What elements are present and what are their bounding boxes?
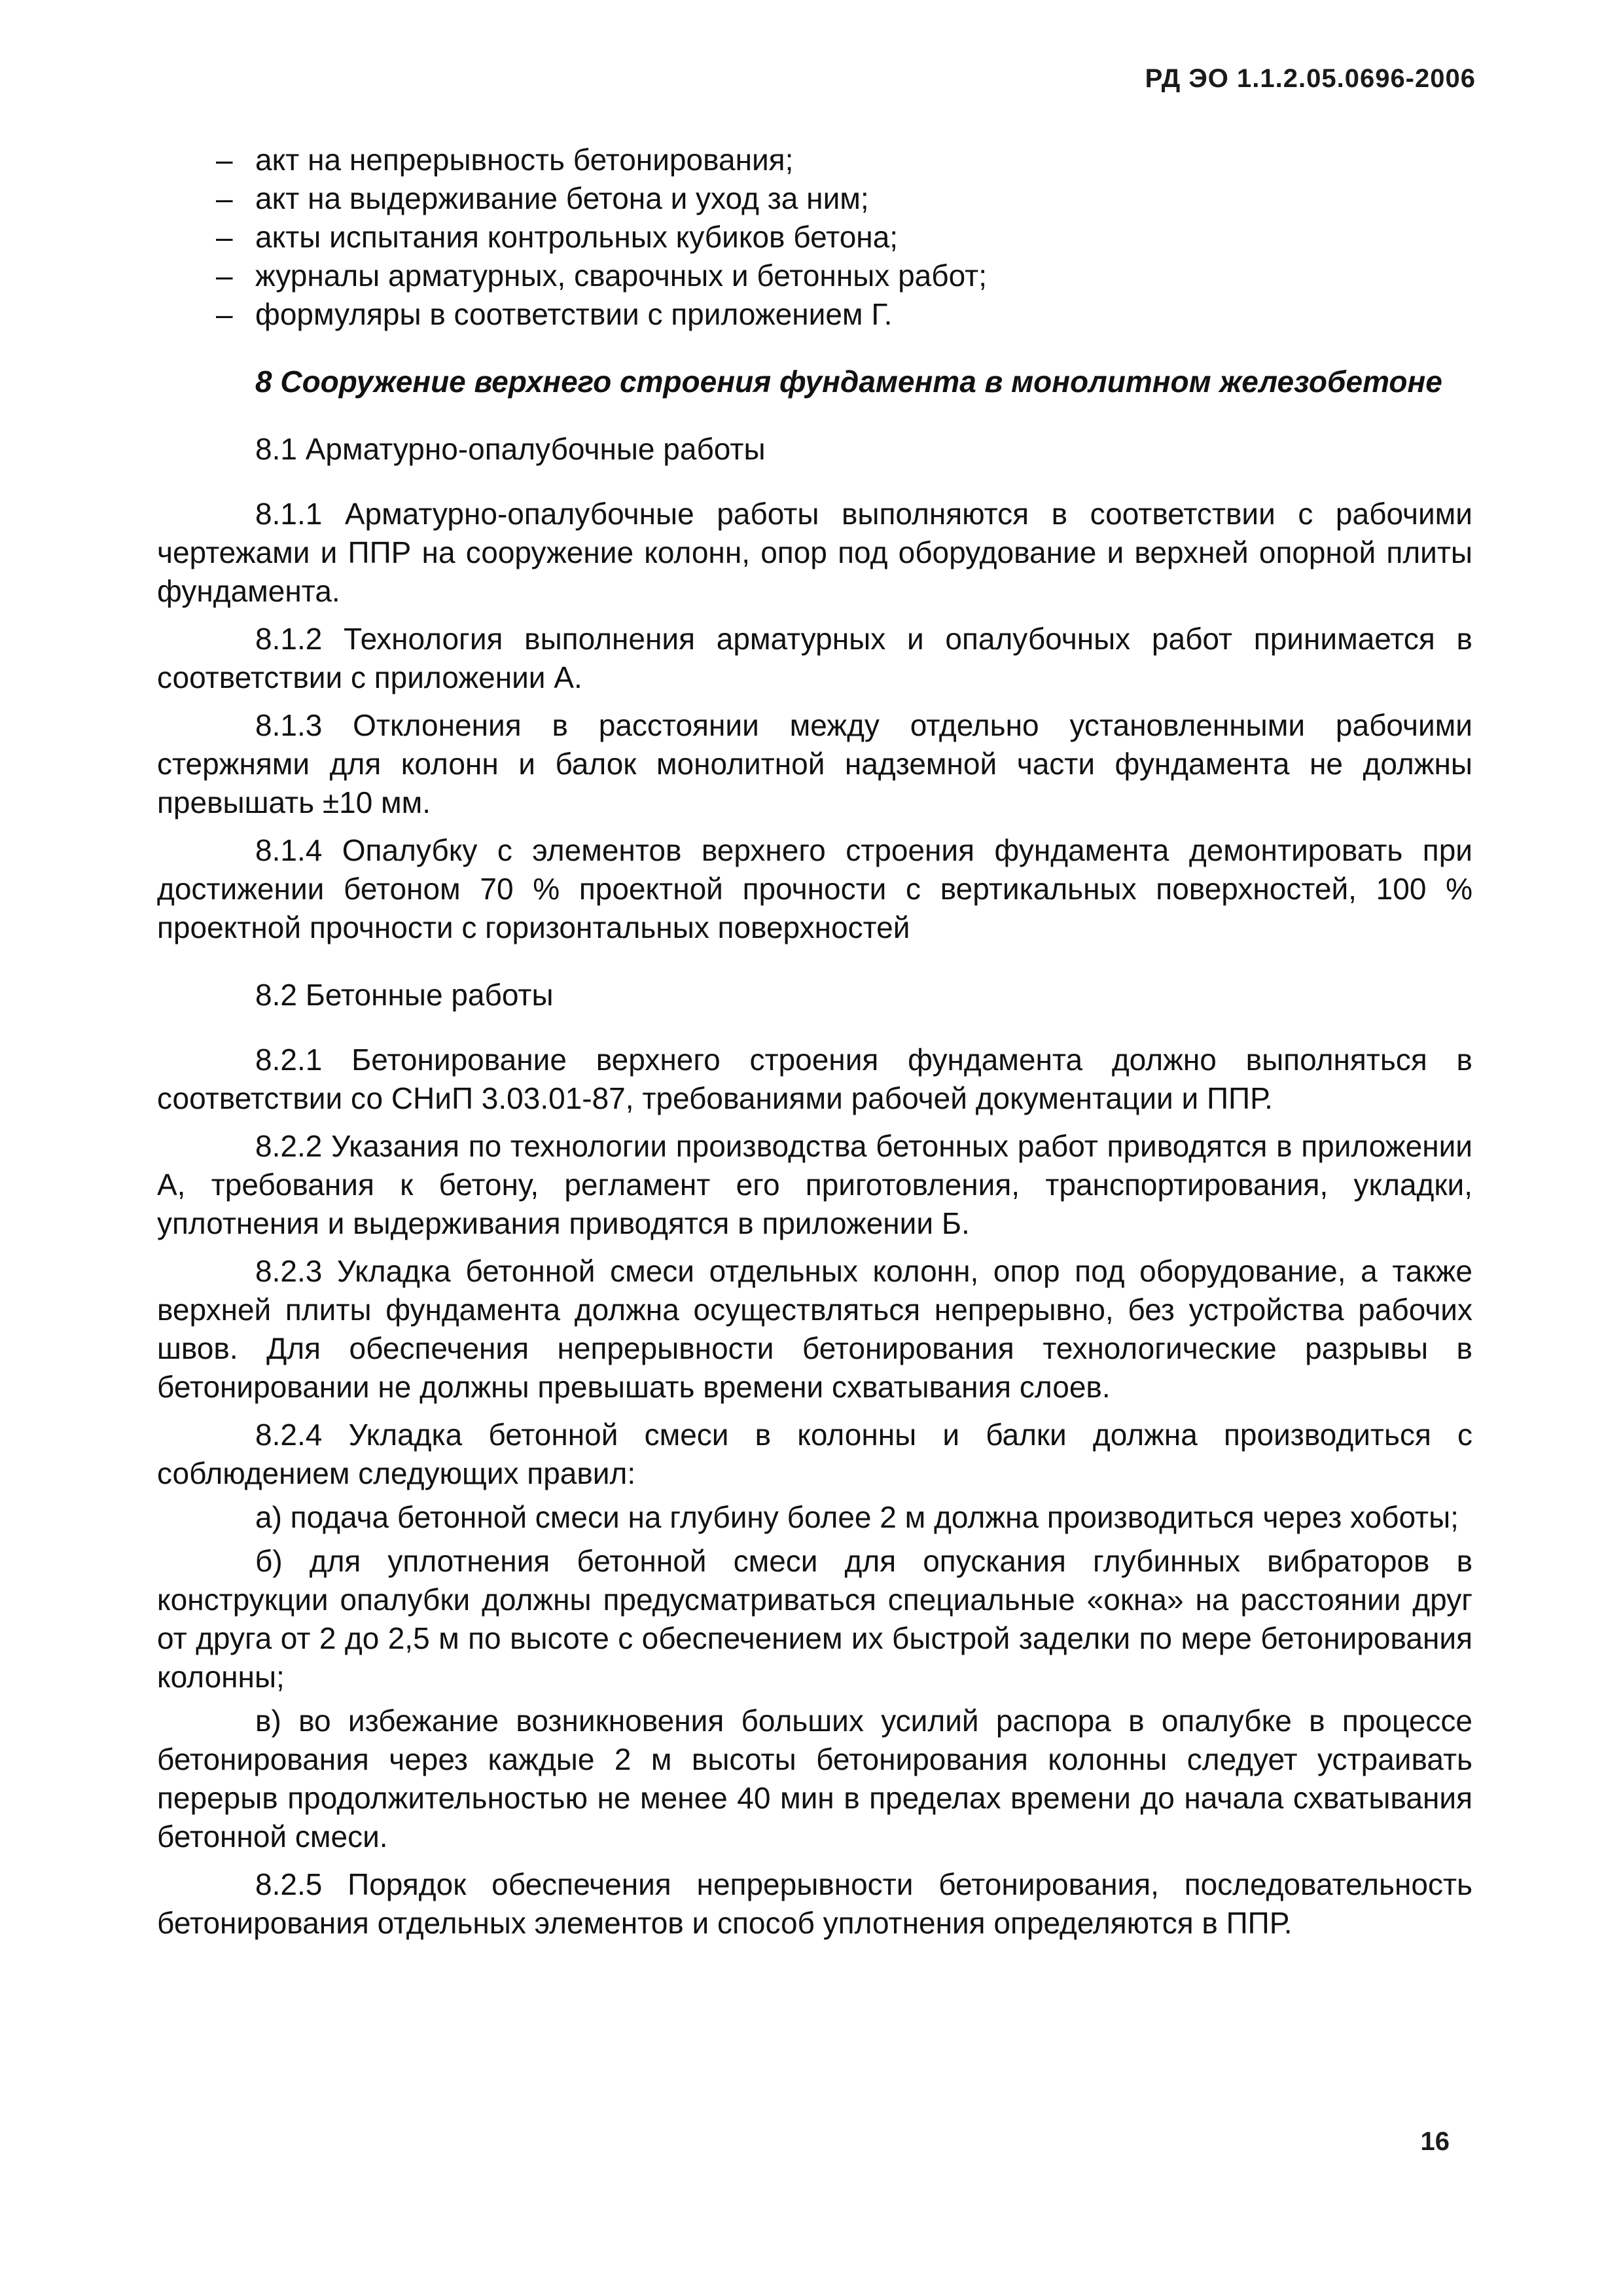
list-dash: – [216,181,233,215]
paragraph-8-2-2: 8.2.2 Указания по технологии производства бетонных работ приводятся в приложении А, требования к бетону, регламент его приготовления, транспортирования, укладки, уплотнения и выдерживания приводятся в приложении Б. [157,1129,1472,1240]
paragraph-8-2-4-b: б) для уплотнения бетонной смеси для опускания глубинных вибраторов в конструкции опалубки должны предусматриваться специальные «окна» на расстоянии друг от друга от 2 до 2,5 м по высоте с обеспечением их быстрой заделки по мере бетонирования колонны; [157,1544,1472,1694]
list-item-text: журналы арматурных, сварочных и бетонных работ; [255,259,988,293]
section-title: 8 Сооружение верхнего строения фундамента в монолитном железобетоне [255,365,1442,399]
paragraph-8-1-1: 8.1.1 Арматурно-опалубочные работы выполняются в соответствии с рабочими чертежами и ППР на сооружение колонн, опор под оборудование и верхней опорной плиты фундамента. [157,497,1472,608]
list-item-text: акт на непрерывность бетонирования; [255,143,794,177]
list-dash: – [216,259,233,293]
list-dash: – [216,220,233,254]
list-dash: – [216,297,233,331]
list-item-text: формуляры в соответствии с приложением Г. [255,297,893,331]
list-dash: – [216,143,233,177]
paragraph-8-2-5: 8.2.5 Порядок обеспечения непрерывности бетонирования, последовательность бетонирования отдельных элементов и способ уплотнения определяются в ППР. [157,1867,1472,1940]
document-list [157,141,1472,334]
subsection-heading-8-1: 8.1 Арматурно-опалубочные работы [255,432,766,466]
page-content [157,141,1472,1943]
page-number: 16 [1420,2127,1450,2156]
list-item [157,218,1472,257]
list-item-text: акт на выдерживание бетона и уход за ним; [255,181,869,215]
document-code: РД ЭО 1.1.2.05.0696-2006 [1145,64,1476,93]
list-item [157,141,1472,179]
paragraph-8-1-2: 8.1.2 Технология выполнения арматурных и опалубочных работ принимается в соответствии с приложении А. [157,622,1472,694]
list-item [157,295,1472,334]
paragraph-8-2-4-c: в) во избежание возникновения больших усилий распора в опалубке в процессе бетонирования через каждые 2 м высоты бетонирования колонны следует устраивать перерыв продолжительностью не менее 40 мин в пределах времени до начала схватывания бетонной смеси. [157,1704,1472,1854]
paragraph-8-2-3: 8.2.3 Укладка бетонной смеси отдельных колонн, опор под оборудование, а также верхней плиты фундамента должна осуществляться непрерывно, без устройства рабочих швов. Для обеспечения непрерывности бетонирования технологические разрывы в бетонировании не должны превышать времени схватывания слоев. [157,1254,1472,1404]
list-item [157,179,1472,218]
list-item-text: акты испытания контрольных кубиков бетона; [255,220,899,254]
subsection-heading-8-2: 8.2 Бетонные работы [255,978,554,1012]
paragraph-8-2-1: 8.2.1 Бетонирование верхнего строения фундамента должно выполняться в соответствии со СНиП 3.03.01-87, требованиями рабочей документации и ППР. [157,1043,1472,1115]
paragraph-8-2-4: 8.2.4 Укладка бетонной смеси в колонны и балки должна производиться с соблюдением следующих правил: [157,1418,1472,1490]
paragraph-8-1-4: 8.1.4 Опалубку с элементов верхнего строения фундамента демонтировать при достижении бетоном 70 % проектной прочности с вертикальных поверхностей, 100 % проектной прочности с горизонтальных поверхностей [157,833,1472,944]
paragraph-8-1-3: 8.1.3 Отклонения в расстоянии между отдельно установленными рабочими стержнями для колонн и балок монолитной надземной части фундамента не должны превышать ±10 мм. [157,708,1472,819]
paragraph-8-2-4-a: а) подача бетонной смеси на глубину более 2 м должна производиться через хоботы; [255,1500,1459,1534]
list-item [157,257,1472,295]
